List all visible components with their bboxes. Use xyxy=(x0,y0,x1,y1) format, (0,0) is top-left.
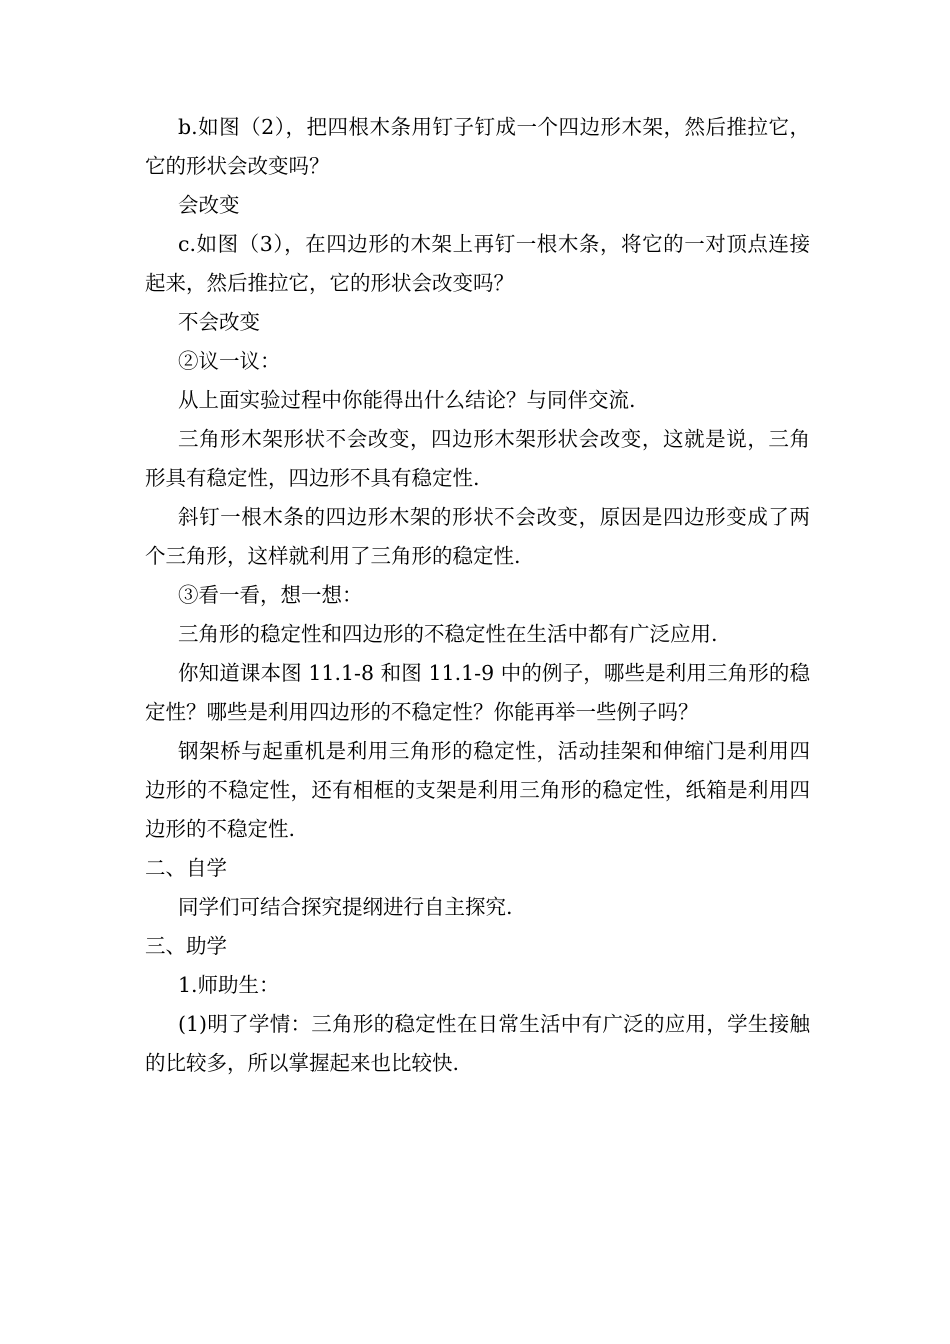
paragraph-learning-situation: (1)明了学情：三角形的稳定性在日常生活中有广泛的应用，学生接触的比较多，所以掌握起来也比较快. xyxy=(145,1012,810,1075)
paragraph-diagonal-reason: 斜钉一根木条的四边形木架的形状不会改变，原因是四边形变成了两个三角形，这样就利用了三角形的稳定性. xyxy=(145,505,810,568)
section-heading-assisted-study: 三、助学 xyxy=(145,934,227,958)
section-heading-self-study: 二、自学 xyxy=(145,856,227,880)
paragraph-answer-b: 会改变 xyxy=(178,193,240,217)
heading-look-think: ③看一看，想一想： xyxy=(178,583,363,607)
subheading-teacher-helps: 1.师助生： xyxy=(178,973,280,997)
paragraph-textbook-question: 你知道课本图 11.1-8 和图 11.1-9 中的例子，哪些是利用三角形的稳定性？哪些是利用四边形的不稳定性？你能再举一些例子吗？ xyxy=(145,661,810,724)
paragraph-question-b: b.如图（2），把四根木条用钉子钉成一个四边形木架，然后推拉它，它的形状会改变吗？ xyxy=(145,115,810,178)
paragraph-answer-c: 不会改变 xyxy=(178,310,260,334)
document-body xyxy=(145,108,810,1083)
paragraph-applications: 三角形的稳定性和四边形的不稳定性在生活中都有广泛应用. xyxy=(178,622,718,646)
paragraph-examples-answer: 钢架桥与起重机是利用三角形的稳定性，活动挂架和伸缩门是利用四边形的不稳定性，还有相框的支架是利用三角形的稳定性，纸箱是利用四边形的不稳定性. xyxy=(145,739,810,841)
paragraph-self-study: 同学们可结合探究提纲进行自主探究. xyxy=(178,895,513,919)
paragraph-discuss-conclusion: 三角形木架形状不会改变，四边形木架形状会改变，这就是说，三角形具有稳定性，四边形不具有稳定性. xyxy=(145,427,810,490)
paragraph-question-c: c.如图（3），在四边形的木架上再钉一根木条，将它的一对顶点连接起来，然后推拉它，它的形状会改变吗？ xyxy=(145,232,810,295)
paragraph-discuss-question: 从上面实验过程中你能得出什么结论？与同伴交流. xyxy=(178,388,636,412)
heading-discuss: ②议一议： xyxy=(178,349,281,373)
